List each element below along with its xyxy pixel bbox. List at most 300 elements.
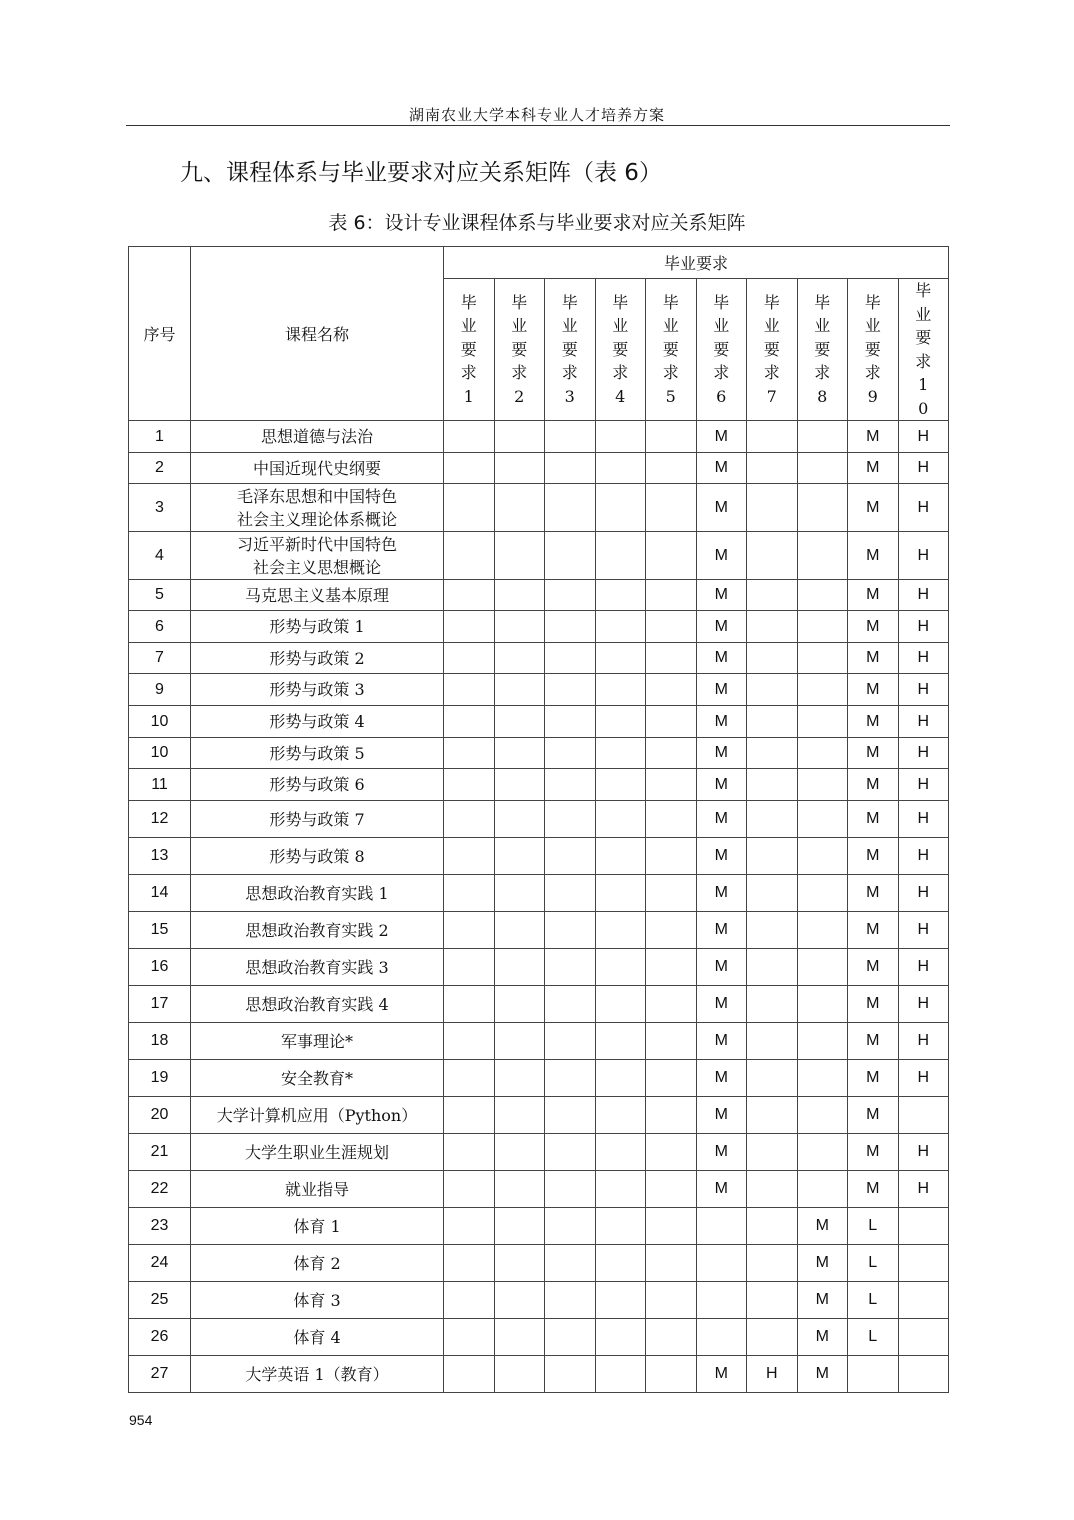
- requirement-6-mark: M: [696, 1097, 747, 1134]
- requirement-2-mark: [494, 1208, 545, 1245]
- requirement-5-mark: [646, 532, 697, 580]
- table-row: [129, 801, 949, 838]
- requirement-7-mark: [747, 1097, 798, 1134]
- requirement-4-mark: [595, 986, 646, 1023]
- requirement-4-mark: [595, 706, 646, 738]
- requirement-9-mark: M: [848, 1097, 899, 1134]
- requirement-10-mark: H: [898, 1060, 949, 1097]
- requirement-10-mark: H: [898, 421, 949, 453]
- requirement-4-mark: [595, 1356, 646, 1393]
- requirement-6-mark: M: [696, 484, 747, 532]
- requirement-7-mark: [747, 738, 798, 769]
- requirement-10-mark: H: [898, 949, 949, 986]
- row-number: 15: [129, 912, 191, 949]
- course-name: 形势与政策 1: [191, 611, 444, 643]
- requirement-8-mark: [797, 949, 848, 986]
- section-title: 九、课程体系与毕业要求对应关系矩阵（表 6）: [180, 160, 662, 186]
- requirement-3-mark: [545, 1245, 596, 1282]
- row-number: 17: [129, 986, 191, 1023]
- header-rule: [126, 125, 950, 126]
- requirement-6-mark: M: [696, 1060, 747, 1097]
- requirement-4-mark: [595, 1319, 646, 1356]
- requirement-9-mark: M: [848, 875, 899, 912]
- table-row: [129, 674, 949, 706]
- requirement-2-mark: [494, 875, 545, 912]
- requirement-8-mark: M: [797, 1245, 848, 1282]
- requirement-5-mark: [646, 1171, 697, 1208]
- requirement-10-mark: H: [898, 580, 949, 611]
- requirement-5-mark: [646, 611, 697, 643]
- requirement-7-mark: [747, 643, 798, 674]
- requirement-2-mark: [494, 421, 545, 453]
- requirement-3-mark: [545, 532, 596, 580]
- requirement-4-mark: [595, 484, 646, 532]
- table-row: [129, 986, 949, 1023]
- requirement-3-mark: [545, 706, 596, 738]
- requirement-9-mark: M: [848, 986, 899, 1023]
- col-header-requirement-9: [848, 279, 899, 421]
- row-number: 26: [129, 1319, 191, 1356]
- requirement-9-mark: [848, 1356, 899, 1393]
- course-name: 形势与政策 6: [191, 769, 444, 801]
- requirement-3-mark: [545, 801, 596, 838]
- table-row: [129, 1023, 949, 1060]
- col-header-requirement-7: [747, 279, 798, 421]
- table-row: [129, 453, 949, 484]
- requirement-3-mark: [545, 738, 596, 769]
- requirement-4-mark: [595, 532, 646, 580]
- requirement-8-mark: [797, 611, 848, 643]
- requirement-5-mark: [646, 1208, 697, 1245]
- requirement-2-mark: [494, 674, 545, 706]
- row-number: 13: [129, 838, 191, 875]
- course-name: 思想政治教育实践 3: [191, 949, 444, 986]
- requirement-2-mark: [494, 1319, 545, 1356]
- requirement-1-mark: [444, 1282, 495, 1319]
- requirement-6-mark: M: [696, 801, 747, 838]
- requirement-8-mark: [797, 421, 848, 453]
- requirement-4-mark: [595, 1245, 646, 1282]
- requirement-8-mark: [797, 1097, 848, 1134]
- requirement-9-mark: L: [848, 1282, 899, 1319]
- course-name: 就业指导: [191, 1171, 444, 1208]
- row-number: 16: [129, 949, 191, 986]
- row-number: 23: [129, 1208, 191, 1245]
- requirement-1-mark: [444, 1023, 495, 1060]
- requirement-9-mark: M: [848, 801, 899, 838]
- requirement-8-mark: [797, 875, 848, 912]
- requirement-2-mark: [494, 1356, 545, 1393]
- requirement-10-mark: [898, 1282, 949, 1319]
- requirement-1-mark: [444, 532, 495, 580]
- requirement-9-mark: M: [848, 580, 899, 611]
- requirement-5-mark: [646, 1319, 697, 1356]
- course-name: 思想道德与法治: [191, 421, 444, 453]
- requirement-4-mark: [595, 643, 646, 674]
- requirement-5-mark: [646, 484, 697, 532]
- course-name: 形势与政策 8: [191, 838, 444, 875]
- requirement-header-label: 毕业要求4: [612, 292, 629, 406]
- requirement-3-mark: [545, 643, 596, 674]
- requirement-6-mark: M: [696, 1356, 747, 1393]
- requirement-3-mark: [545, 580, 596, 611]
- requirement-6-mark: M: [696, 986, 747, 1023]
- requirement-1-mark: [444, 912, 495, 949]
- requirement-2-mark: [494, 912, 545, 949]
- requirement-2-mark: [494, 801, 545, 838]
- row-number: 7: [129, 643, 191, 674]
- running-header: 湖南农业大学本科专业人才培养方案: [408, 106, 665, 124]
- table-row: [129, 1208, 949, 1245]
- requirement-10-mark: H: [898, 1134, 949, 1171]
- table-row: [129, 706, 949, 738]
- requirement-10-mark: H: [898, 674, 949, 706]
- requirement-1-mark: [444, 801, 495, 838]
- requirement-8-mark: M: [797, 1356, 848, 1393]
- requirement-10-mark: [898, 1245, 949, 1282]
- table-row: [129, 1282, 949, 1319]
- requirement-1-mark: [444, 484, 495, 532]
- requirement-5-mark: [646, 580, 697, 611]
- requirement-7-mark: [747, 1282, 798, 1319]
- requirement-1-mark: [444, 769, 495, 801]
- requirement-2-mark: [494, 532, 545, 580]
- course-name: 中国近现代史纲要: [191, 453, 444, 484]
- requirement-9-mark: L: [848, 1319, 899, 1356]
- course-name: 大学计算机应用（Python）: [191, 1097, 444, 1134]
- requirement-2-mark: [494, 769, 545, 801]
- table-row: [129, 912, 949, 949]
- course-name: 马克思主义基本原理: [191, 580, 444, 611]
- col-header-requirement-1: [444, 279, 495, 421]
- requirement-1-mark: [444, 706, 495, 738]
- course-name: 形势与政策 5: [191, 738, 444, 769]
- page-number: 954: [129, 1412, 153, 1428]
- requirement-6-mark: M: [696, 912, 747, 949]
- requirement-9-mark: M: [848, 674, 899, 706]
- col-header-no: 序号: [129, 247, 191, 421]
- requirement-5-mark: [646, 706, 697, 738]
- requirement-3-mark: [545, 674, 596, 706]
- requirement-5-mark: [646, 1097, 697, 1134]
- course-name: 体育 2: [191, 1245, 444, 1282]
- requirement-3-mark: [545, 453, 596, 484]
- course-name: 形势与政策 3: [191, 674, 444, 706]
- requirement-4-mark: [595, 875, 646, 912]
- requirement-8-mark: [797, 674, 848, 706]
- requirement-10-mark: H: [898, 532, 949, 580]
- requirement-7-mark: [747, 769, 798, 801]
- requirement-9-mark: M: [848, 1134, 899, 1171]
- table-row: [129, 1060, 949, 1097]
- requirement-5-mark: [646, 453, 697, 484]
- requirement-9-mark: M: [848, 949, 899, 986]
- requirement-2-mark: [494, 949, 545, 986]
- requirement-3-mark: [545, 1319, 596, 1356]
- requirement-10-mark: H: [898, 484, 949, 532]
- requirement-1-mark: [444, 738, 495, 769]
- requirement-10-mark: H: [898, 643, 949, 674]
- requirement-header-label: 毕业要求5: [662, 292, 679, 406]
- requirement-8-mark: [797, 1171, 848, 1208]
- requirement-6-mark: M: [696, 611, 747, 643]
- row-number: 24: [129, 1245, 191, 1282]
- course-name: 安全教育*: [191, 1060, 444, 1097]
- requirement-6-mark: M: [696, 1134, 747, 1171]
- requirement-4-mark: [595, 674, 646, 706]
- requirement-9-mark: M: [848, 611, 899, 643]
- requirement-6-mark: M: [696, 674, 747, 706]
- requirement-10-mark: H: [898, 912, 949, 949]
- requirement-header-label: 毕业要求6: [713, 292, 730, 406]
- requirement-2-mark: [494, 453, 545, 484]
- requirement-10-mark: H: [898, 801, 949, 838]
- requirement-9-mark: M: [848, 453, 899, 484]
- requirement-7-mark: [747, 421, 798, 453]
- requirement-6-mark: M: [696, 580, 747, 611]
- requirement-header-label: 毕业要求2: [511, 292, 528, 406]
- requirement-7-mark: H: [747, 1356, 798, 1393]
- table-row: [129, 838, 949, 875]
- requirement-1-mark: [444, 875, 495, 912]
- row-number: 9: [129, 674, 191, 706]
- requirement-9-mark: M: [848, 421, 899, 453]
- requirement-2-mark: [494, 706, 545, 738]
- requirement-5-mark: [646, 738, 697, 769]
- requirement-4-mark: [595, 1060, 646, 1097]
- course-name: 体育 1: [191, 1208, 444, 1245]
- requirement-9-mark: M: [848, 838, 899, 875]
- requirement-3-mark: [545, 1060, 596, 1097]
- requirement-9-mark: M: [848, 1171, 899, 1208]
- table-row: [129, 1171, 949, 1208]
- requirement-2-mark: [494, 1097, 545, 1134]
- requirement-2-mark: [494, 738, 545, 769]
- requirement-5-mark: [646, 875, 697, 912]
- requirement-7-mark: [747, 532, 798, 580]
- table-row: [129, 738, 949, 769]
- requirement-header-label: 毕业要求8: [814, 292, 831, 406]
- row-number: 12: [129, 801, 191, 838]
- requirement-8-mark: [797, 838, 848, 875]
- requirement-1-mark: [444, 1245, 495, 1282]
- requirement-3-mark: [545, 1171, 596, 1208]
- requirement-2-mark: [494, 1134, 545, 1171]
- requirement-10-mark: H: [898, 453, 949, 484]
- table-row: [129, 421, 949, 453]
- requirement-7-mark: [747, 580, 798, 611]
- table-row: [129, 949, 949, 986]
- requirement-8-mark: [797, 801, 848, 838]
- requirement-9-mark: L: [848, 1245, 899, 1282]
- requirement-3-mark: [545, 1282, 596, 1319]
- requirement-10-mark: H: [898, 1023, 949, 1060]
- requirements-matrix: [128, 246, 949, 1393]
- requirement-4-mark: [595, 1208, 646, 1245]
- course-name: 形势与政策 2: [191, 643, 444, 674]
- requirement-4-mark: [595, 1097, 646, 1134]
- row-number: 25: [129, 1282, 191, 1319]
- row-number: 14: [129, 875, 191, 912]
- table-row: [129, 1134, 949, 1171]
- requirement-10-mark: [898, 1208, 949, 1245]
- col-header-requirement-8: [797, 279, 848, 421]
- table-row: [129, 611, 949, 643]
- requirement-2-mark: [494, 484, 545, 532]
- requirement-3-mark: [545, 769, 596, 801]
- requirement-header-label: 毕业要求10: [915, 281, 932, 418]
- requirement-9-mark: M: [848, 1023, 899, 1060]
- requirement-10-mark: H: [898, 769, 949, 801]
- requirement-3-mark: [545, 875, 596, 912]
- table-row: [129, 580, 949, 611]
- requirement-2-mark: [494, 1245, 545, 1282]
- row-number: 22: [129, 1171, 191, 1208]
- row-number: 4: [129, 532, 191, 580]
- requirement-1-mark: [444, 838, 495, 875]
- requirement-2-mark: [494, 1171, 545, 1208]
- col-header-course-name: 课程名称: [191, 247, 444, 421]
- requirement-3-mark: [545, 1097, 596, 1134]
- course-name: 习近平新时代中国特色 社会主义思想概论: [191, 532, 444, 580]
- requirement-9-mark: M: [848, 1060, 899, 1097]
- requirement-3-mark: [545, 1356, 596, 1393]
- row-number: 2: [129, 453, 191, 484]
- requirement-5-mark: [646, 1282, 697, 1319]
- requirement-3-mark: [545, 484, 596, 532]
- requirement-7-mark: [747, 1319, 798, 1356]
- requirement-6-mark: M: [696, 706, 747, 738]
- col-header-requirement-2: [494, 279, 545, 421]
- row-number: 3: [129, 484, 191, 532]
- requirement-3-mark: [545, 1023, 596, 1060]
- requirement-7-mark: [747, 986, 798, 1023]
- requirement-6-mark: M: [696, 875, 747, 912]
- table-row: [129, 769, 949, 801]
- requirement-5-mark: [646, 838, 697, 875]
- requirement-5-mark: [646, 643, 697, 674]
- col-header-requirement-10: [898, 279, 949, 421]
- requirement-6-mark: M: [696, 532, 747, 580]
- row-number: 11: [129, 769, 191, 801]
- requirement-9-mark: M: [848, 532, 899, 580]
- requirement-4-mark: [595, 738, 646, 769]
- requirement-5-mark: [646, 1356, 697, 1393]
- requirement-8-mark: [797, 738, 848, 769]
- requirement-4-mark: [595, 838, 646, 875]
- row-number: 19: [129, 1060, 191, 1097]
- requirement-8-mark: [797, 1134, 848, 1171]
- requirement-8-mark: M: [797, 1208, 848, 1245]
- requirement-4-mark: [595, 801, 646, 838]
- course-name: 形势与政策 4: [191, 706, 444, 738]
- table-row: [129, 643, 949, 674]
- col-header-requirement-6: [696, 279, 747, 421]
- requirement-1-mark: [444, 611, 495, 643]
- requirement-4-mark: [595, 1282, 646, 1319]
- requirement-7-mark: [747, 1245, 798, 1282]
- course-name: 大学生职业生涯规划: [191, 1134, 444, 1171]
- requirement-6-mark: [696, 1208, 747, 1245]
- requirement-5-mark: [646, 801, 697, 838]
- requirement-2-mark: [494, 580, 545, 611]
- requirement-2-mark: [494, 611, 545, 643]
- requirement-6-mark: M: [696, 643, 747, 674]
- requirement-9-mark: M: [848, 706, 899, 738]
- requirement-9-mark: M: [848, 769, 899, 801]
- row-number: 18: [129, 1023, 191, 1060]
- requirement-5-mark: [646, 912, 697, 949]
- requirement-8-mark: [797, 912, 848, 949]
- course-name: 军事理论*: [191, 1023, 444, 1060]
- requirement-3-mark: [545, 421, 596, 453]
- course-name: 思想政治教育实践 1: [191, 875, 444, 912]
- table-row: [129, 1356, 949, 1393]
- requirement-10-mark: H: [898, 875, 949, 912]
- requirement-6-mark: M: [696, 1171, 747, 1208]
- requirement-6-mark: M: [696, 769, 747, 801]
- requirement-7-mark: [747, 1171, 798, 1208]
- requirement-7-mark: [747, 484, 798, 532]
- requirement-header-label: 毕业要求1: [460, 292, 477, 406]
- requirement-7-mark: [747, 674, 798, 706]
- col-header-requirement-5: [646, 279, 697, 421]
- requirement-1-mark: [444, 1171, 495, 1208]
- requirement-10-mark: H: [898, 1171, 949, 1208]
- requirement-5-mark: [646, 1245, 697, 1282]
- table-row: [129, 532, 949, 580]
- requirement-5-mark: [646, 986, 697, 1023]
- requirement-5-mark: [646, 421, 697, 453]
- row-number: 10: [129, 706, 191, 738]
- col-header-requirement-3: [545, 279, 596, 421]
- requirement-8-mark: [797, 1060, 848, 1097]
- requirement-6-mark: M: [696, 838, 747, 875]
- requirement-4-mark: [595, 580, 646, 611]
- requirement-7-mark: [747, 801, 798, 838]
- requirement-8-mark: [797, 484, 848, 532]
- row-number: 1: [129, 421, 191, 453]
- requirement-1-mark: [444, 453, 495, 484]
- requirement-10-mark: [898, 1097, 949, 1134]
- requirement-1-mark: [444, 986, 495, 1023]
- requirement-10-mark: H: [898, 611, 949, 643]
- requirement-9-mark: L: [848, 1208, 899, 1245]
- course-name: 体育 4: [191, 1319, 444, 1356]
- requirement-8-mark: M: [797, 1319, 848, 1356]
- requirement-8-mark: [797, 769, 848, 801]
- requirement-1-mark: [444, 1134, 495, 1171]
- requirement-8-mark: [797, 706, 848, 738]
- requirement-1-mark: [444, 1356, 495, 1393]
- requirement-2-mark: [494, 1282, 545, 1319]
- requirement-3-mark: [545, 1208, 596, 1245]
- requirement-7-mark: [747, 1060, 798, 1097]
- requirement-3-mark: [545, 912, 596, 949]
- requirement-3-mark: [545, 838, 596, 875]
- requirement-6-mark: M: [696, 738, 747, 769]
- course-name: 思想政治教育实践 2: [191, 912, 444, 949]
- requirement-9-mark: M: [848, 484, 899, 532]
- requirement-5-mark: [646, 1023, 697, 1060]
- requirement-7-mark: [747, 1023, 798, 1060]
- requirement-9-mark: M: [848, 643, 899, 674]
- requirement-4-mark: [595, 453, 646, 484]
- requirement-6-mark: [696, 1245, 747, 1282]
- requirement-8-mark: [797, 1023, 848, 1060]
- row-number: 6: [129, 611, 191, 643]
- table-row: [129, 484, 949, 532]
